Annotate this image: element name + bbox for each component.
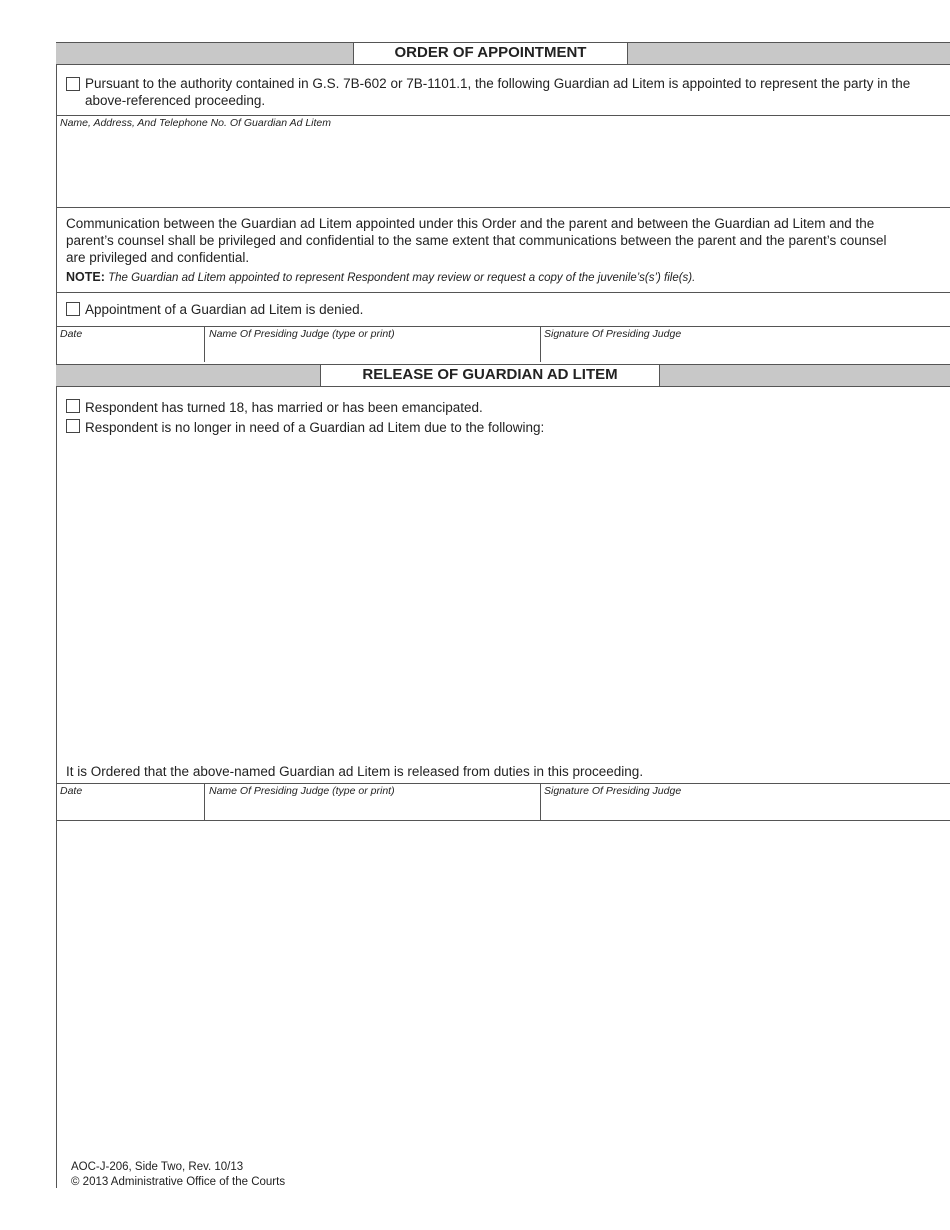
divider: [56, 326, 950, 327]
release-section-title: RELEASE OF GUARDIAN AD LITEM: [320, 364, 660, 387]
form-left-border: [56, 42, 57, 1188]
copyright: © 2013 Administrative Office of the Courts: [71, 1176, 286, 1188]
option2-text: Respondent is no longer in need of a Guardian ad Litem due to the following:: [85, 420, 545, 435]
date-label: Date: [60, 785, 83, 797]
order-section-title: ORDER OF APPOINTMENT: [353, 42, 628, 65]
divider: [56, 783, 950, 784]
date-label: Date: [60, 328, 83, 340]
note-label: NOTE:: [66, 270, 105, 284]
divider: [56, 115, 950, 116]
option1-text: Respondent has turned 18, has married or has been emancipated.: [85, 400, 483, 415]
note-text: The Guardian ad Litem appointed to represent Respondent may review or request a copy of the juvenile’s(s’) file(s).: [108, 272, 696, 284]
divider: [56, 207, 950, 208]
date-field[interactable]: [57, 342, 204, 362]
release-reason-field[interactable]: [66, 440, 936, 755]
judge-name-field[interactable]: [205, 342, 539, 362]
option1-checkbox[interactable]: [66, 399, 80, 413]
divider: [56, 292, 950, 293]
denied-text: Appointment of a Guardian ad Litem is denied.: [85, 302, 364, 317]
divider: [56, 820, 950, 821]
gal-info-label: Name, Address, And Telephone No. Of Guardian Ad Litem: [60, 117, 332, 129]
judge-name-label: Name Of Presiding Judge (type or print): [209, 328, 395, 340]
option2-checkbox[interactable]: [66, 419, 80, 433]
judge-name-label: Name Of Presiding Judge (type or print): [209, 785, 395, 797]
judge-signature-field[interactable]: [541, 799, 950, 819]
denied-checkbox[interactable]: [66, 302, 80, 316]
ordered-text: It is Ordered that the above-named Guardian ad Litem is released from duties in this proceeding.: [66, 764, 644, 779]
judge-name-field[interactable]: [205, 799, 539, 819]
appointment-text: Pursuant to the authority contained in G.S. 7B-602 or 7B-1101.1, the following Guardian ad Litem is appointed to represent the party in the above-referenced proceeding.: [85, 76, 911, 108]
judge-signature-label: Signature Of Presiding Judge: [544, 785, 682, 797]
judge-signature-label: Signature Of Presiding Judge: [544, 328, 682, 340]
note: [66, 270, 926, 286]
form-id: AOC-J-206, Side Two, Rev. 10/13: [71, 1161, 244, 1173]
date-field[interactable]: [57, 799, 204, 819]
judge-signature-field[interactable]: [541, 342, 950, 362]
communication-text: Communication between the Guardian ad Litem appointed under this Order and the parent and between the Guardian ad Litem and the parent’s counsel shall be privileged and confidential to the same extent that communications between the parent and the parent’s counsel are privileged and confidential.: [66, 216, 887, 265]
gal-info-field[interactable]: [57, 131, 950, 206]
appointment-checkbox[interactable]: [66, 77, 80, 91]
